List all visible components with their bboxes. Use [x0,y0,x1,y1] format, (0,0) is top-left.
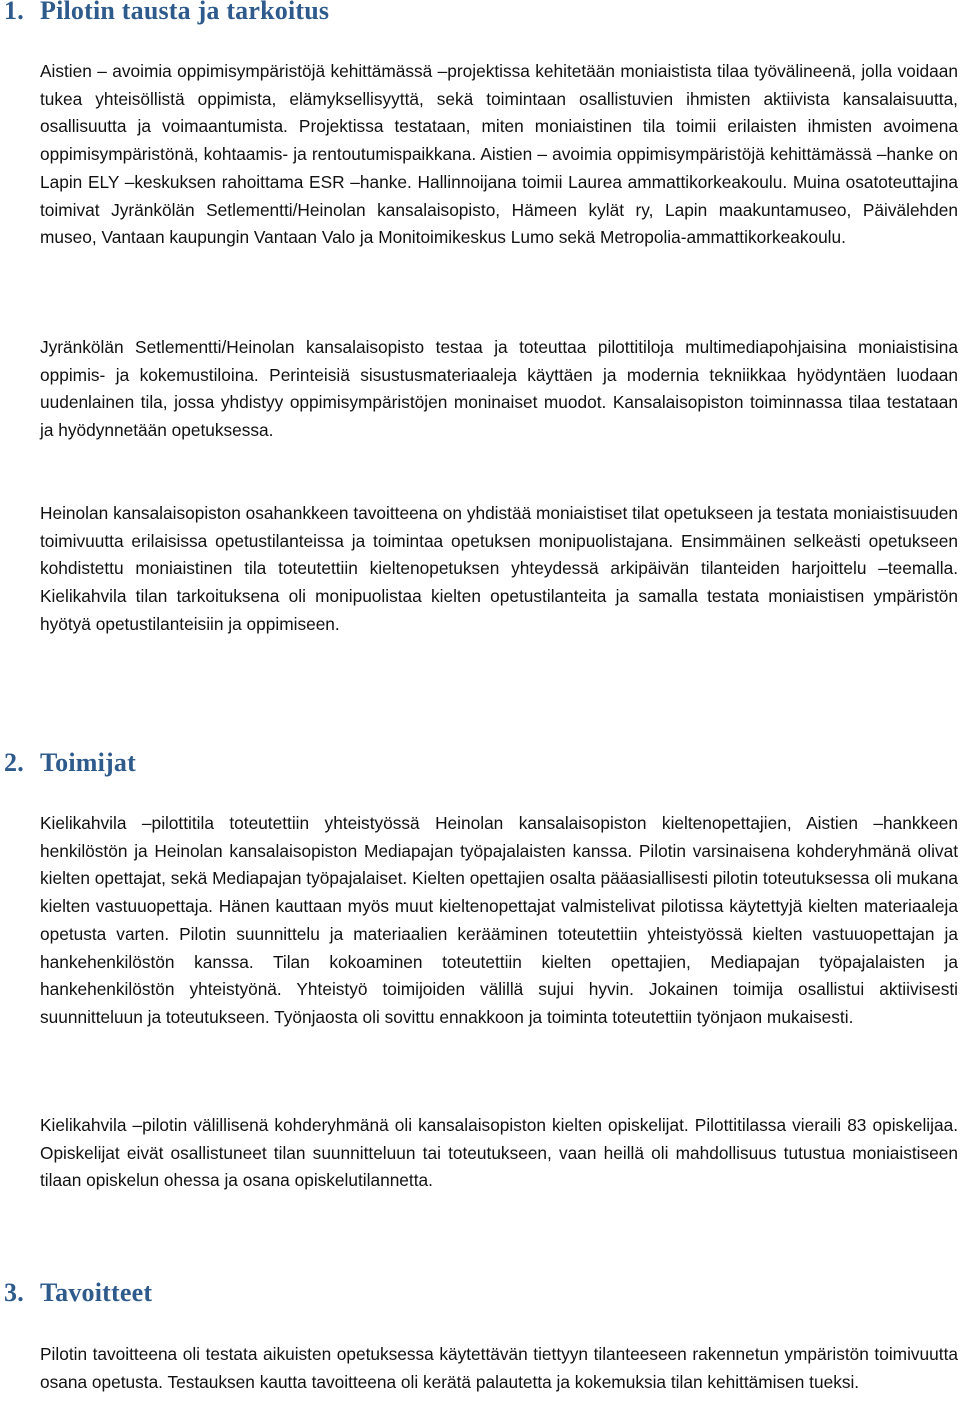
section-number: 3. [4,1278,24,1307]
paragraph: Aistien – avoimia oppimisympäristöjä kehittämässä –projektissa kehitetään moniaistista tilaa työvälineenä, jolla voidaan tukea yhteisöllistä oppimista, elämyksellisyyttä, sekä toimintaan osallistuvien ihmisten aktiivista kansalaisuutta, osallisuutta ja voimaantumista. Projektissa testataan, miten moniaistinen tila toimii erilaisten ihmisten avoimena oppimisympäristönä, kohtaamis- ja rentoutumispaikkana. Aistien – avoimia oppimisympäristöjä kehittämässä –hanke on Lapin ELY –keskuksen rahoittama ESR –hanke. Hallinnoijana toimii Laurea ammattikorkeakoulu. Muina osatoteuttajina toimivat Jyränkölän Setlementti/Heinolan kansalaisopisto, Hämeen kylät ry, Lapin maakuntamuseo, Päivälehden museo, Vantaan kaupungin Vantaan Valo ja Monitoimikeskus Lumo sekä Metropolia-ammattikorkeakoulu. [40,61,958,248]
section-number: 2. [4,748,24,777]
paragraph: Pilotin tavoitteena oli testata aikuisten opetuksessa käytettävän tiettyyn tilanteeseen rakennetun ympäristön toimivuutta osana opetusta. Testauksen kautta tavoitteena oli kerätä palautetta ja kokemuksia tilan kehittämisen tueksi. [40,1344,958,1392]
paragraph: Kielikahvila –pilottitila toteutettiin yhteistyössä Heinolan kansalaisopiston kieltenopettajien, Aistien –hankkeen henkilöstön ja Heinolan kansalaisopiston Mediapajan työpajalaisten kanssa. Pilotin varsinaisena kohderyhmänä olivat kielten opettajat, sekä Mediapajan työpajalaiset. Kielten opettajien osalta pääasiallisesti pilotin toteutuksessa oli mukana kielten vastuuopettaja. Hänen kauttaan myös muut kieltenopettajat valmistelivat pilotissa käytettyjä kielten materiaaleja opetusta varten. Pilotin suunnittelu ja materiaalien kerääminen toteutettiin yhteistyössä kielten vastuuopettajan ja hankehenkilöstön kanssa. Tilan kokoaminen toteutettiin kielten opettajien, Mediapajan työpajalaisten ja hankehenkilöstön yhteistyönä. Yhteistyö toimijoiden välillä sujui hyvin. Jokainen toimija osallistui aktiivisesti suunnitteluun ja toteutukseen. Työnjaosta oli sovittu ennakkoon ja toiminta toteutettiin työnjaon mukaisesti. [40,813,958,1027]
section-number: 1. [4,0,24,25]
paragraph: Kielikahvila –pilotin välillisenä kohderyhmänä oli kansalaisopiston kielten opiskelijat. Pilottitilassa vieraili 83 opiskelijaa. Opiskelijat eivät osallistuneet tilan suunnitteluun tai toteutukseen, vaan heillä oli mahdollisuus tutustua moniaistiseen tilaan opiskelun ohessa ja osana opiskelutilannetta. [40,1115,958,1191]
section-title: Pilotin tausta ja tarkoitus [40,0,330,25]
section-3-heading [4,1278,152,1308]
section-2-heading [4,748,136,778]
section-1-heading [4,0,329,26]
section-title: Toimijat [40,748,136,777]
section-title: Tavoitteet [40,1278,153,1307]
paragraph: Heinolan kansalaisopiston osahankkeen tavoitteena on yhdistää moniaistiset tilat opetukseen ja testata moniaistisuuden toimivuutta erilaisissa opetustilanteissa ja toimintaa opetuksen monipuolistajana. Ensimmäinen selkeästi opetukseen kohdistettu moniaistinen tila toteutettiin kieltenopetuksen yhteydessä arkipäivän tilanteiden harjoittelu –teemalla. Kielikahvila tilan tarkoituksena oli monipuolistaa kielten opetustilanteita ja samalla testata moniaistisen ympäristön hyötyä opetustilanteisiin ja oppimiseen. [40,503,958,634]
paragraph: Jyränkölän Setlementti/Heinolan kansalaisopisto testaa ja toteuttaa pilottitiloja multimediapohjaisina moniaistisina oppimis- ja kokemustiloina. Perinteisiä sisustusmateriaaleja käyttäen ja modernia tekniikkaa hyödyntäen luodaan uudenlainen tila, jossa yhdistyy oppimisympäristöjen moninaiset muodot. Kansalaisopiston toiminnassa tilaa testataan ja hyödynnetään opetuksessa. [40,337,958,441]
